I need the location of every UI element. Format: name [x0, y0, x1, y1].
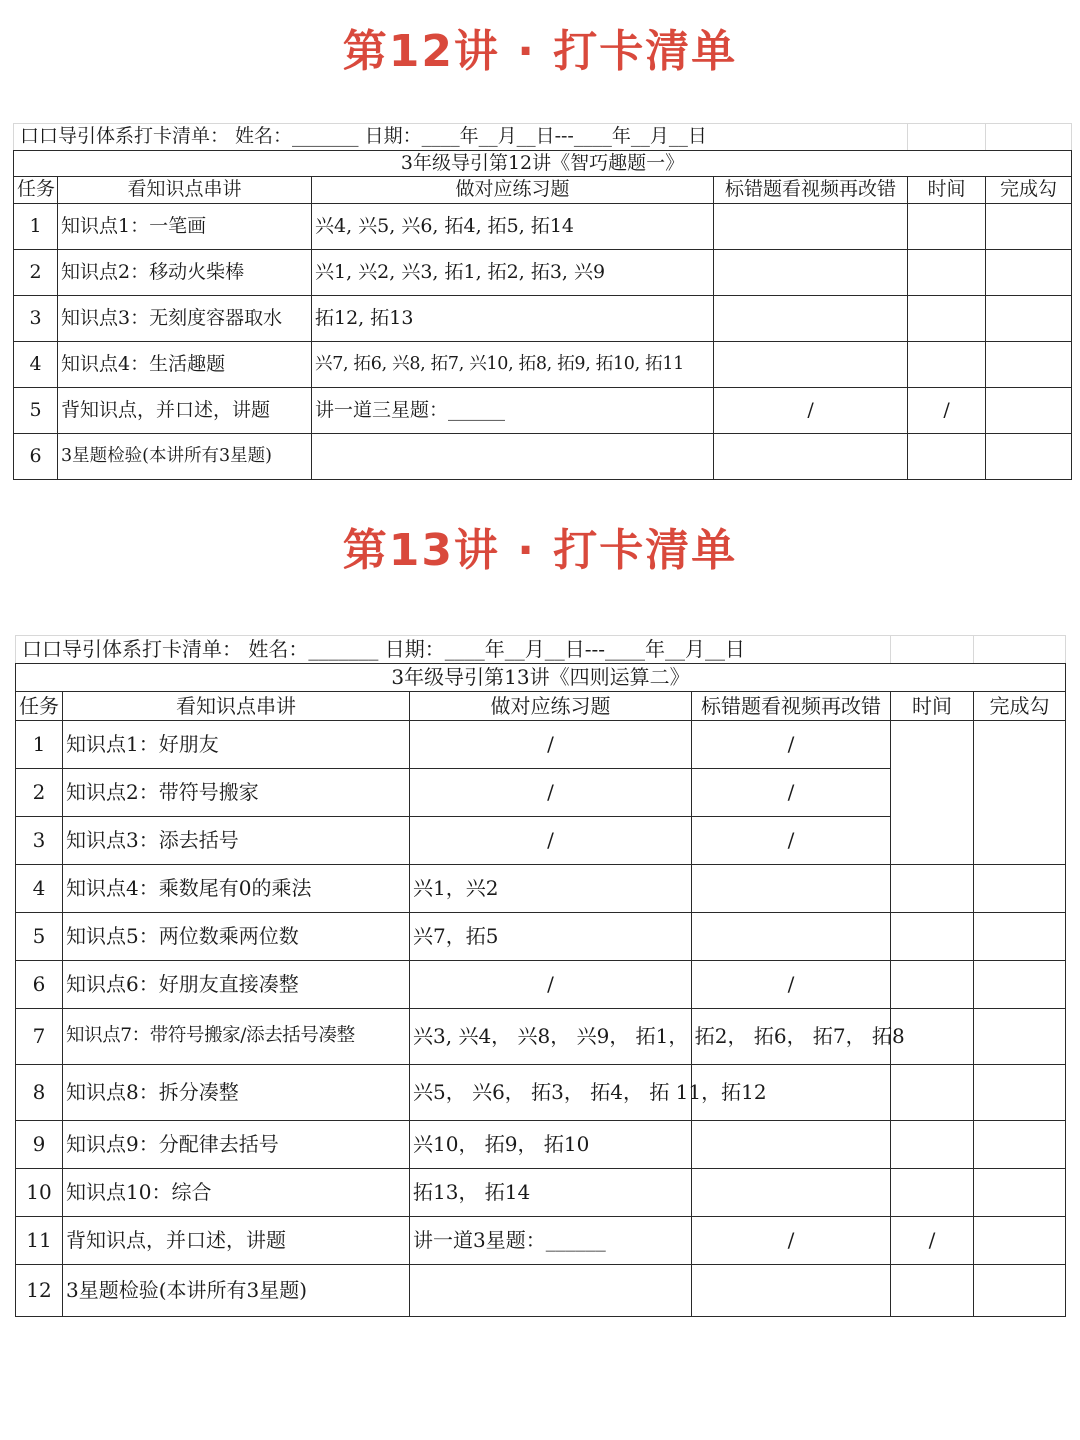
row-exercises — [312, 433, 714, 479]
lesson-subtitle: 3年级导引第13讲《四则运算二》 — [16, 664, 1066, 692]
row-review-cell[interactable]: / — [692, 1217, 891, 1265]
header-spacer — [908, 124, 986, 151]
row-number: 12 — [16, 1265, 63, 1317]
row-time-cell[interactable] — [891, 913, 974, 961]
table-row — [14, 249, 1072, 295]
row-exercises: / — [410, 961, 692, 1009]
row-review-cell[interactable]: / — [714, 387, 908, 433]
header-spacer — [986, 124, 1072, 151]
row-done-checkbox[interactable] — [974, 1265, 1066, 1317]
row-topic: 3星题检验(本讲所有3星题) — [58, 433, 312, 479]
row-number: 11 — [16, 1217, 63, 1265]
table-row — [16, 961, 1066, 1009]
row-exercises — [410, 1265, 692, 1317]
row-exercises: 兴1, 兴2, 兴3, 拓1, 拓2, 拓3, 兴9 — [312, 249, 714, 295]
table-row — [14, 387, 1072, 433]
row-review-cell[interactable]: / — [692, 769, 891, 817]
column-header-review: 标错题看视频再改错 — [714, 177, 908, 204]
row-exercises: 兴1，兴2 — [410, 865, 692, 913]
merged-time-cell[interactable] — [891, 721, 974, 865]
row-topic: 背知识点，并口述，讲题 — [58, 387, 312, 433]
row-number: 4 — [14, 341, 58, 387]
row-review-cell[interactable] — [714, 249, 908, 295]
row-number: 4 — [16, 865, 63, 913]
row-topic: 知识点4：生活趣题 — [58, 341, 312, 387]
checklist-table-12 — [13, 123, 1072, 480]
row-exercises: 兴5， 兴6， 拓3， 拓4， 拓 11，拓12 — [410, 1065, 692, 1121]
table-row — [16, 865, 1066, 913]
row-review-cell[interactable] — [714, 203, 908, 249]
row-topic: 知识点1：好朋友 — [63, 721, 410, 769]
row-time-cell[interactable] — [908, 203, 986, 249]
table-row — [16, 913, 1066, 961]
row-topic: 3星题检验(本讲所有3星题) — [63, 1265, 410, 1317]
checklist-header-info: 口口导引体系打卡清单： 姓名：_______ 日期：____年__月__日---____年__月__日 — [16, 636, 891, 664]
row-done-checkbox[interactable] — [986, 387, 1072, 433]
table-row — [16, 1065, 1066, 1121]
sheet-13-title: 第13讲 · 打卡清单 — [342, 525, 738, 576]
row-exercises: / — [410, 769, 692, 817]
row-review-cell[interactable] — [692, 865, 891, 913]
column-header-task: 任务 — [16, 692, 63, 721]
row-review-cell[interactable] — [714, 295, 908, 341]
row-topic: 背知识点，并口述，讲题 — [63, 1217, 410, 1265]
row-time-cell[interactable] — [908, 433, 986, 479]
row-number: 6 — [14, 433, 58, 479]
row-topic: 知识点9：分配律去括号 — [63, 1121, 410, 1169]
column-header-review: 标错题看视频再改错 — [692, 692, 891, 721]
row-exercises: 兴7，拓5 — [410, 913, 692, 961]
row-exercises: / — [410, 817, 692, 865]
row-done-checkbox[interactable] — [974, 961, 1066, 1009]
lesson-subtitle: 3年级导引第12讲《智巧趣题一》 — [14, 150, 1072, 177]
row-number: 3 — [14, 295, 58, 341]
row-topic: 知识点3：添去括号 — [63, 817, 410, 865]
row-time-cell[interactable] — [891, 961, 974, 1009]
row-review-cell[interactable]: / — [692, 817, 891, 865]
sheet-12-title: 第12讲 · 打卡清单 — [342, 26, 738, 77]
table-row — [16, 721, 1066, 769]
table-row — [14, 203, 1072, 249]
row-exercises: 拓13， 拓14 — [410, 1169, 692, 1217]
column-header-knowledge: 看知识点串讲 — [58, 177, 312, 204]
row-topic: 知识点2：带符号搬家 — [63, 769, 410, 817]
column-header-exercises: 做对应练习题 — [410, 692, 692, 721]
table-row — [14, 295, 1072, 341]
row-done-checkbox[interactable] — [986, 433, 1072, 479]
row-number: 1 — [14, 203, 58, 249]
merged-done-checkbox[interactable] — [974, 721, 1066, 865]
table-row — [16, 1169, 1066, 1217]
row-time-cell[interactable] — [908, 295, 986, 341]
header-spacer — [891, 636, 974, 664]
row-number: 10 — [16, 1169, 63, 1217]
row-number: 3 — [16, 817, 63, 865]
row-number: 2 — [16, 769, 63, 817]
column-header-exercises: 做对应练习题 — [312, 177, 714, 204]
row-number: 5 — [16, 913, 63, 961]
row-review-cell[interactable] — [714, 433, 908, 479]
row-done-checkbox[interactable] — [974, 1009, 1066, 1065]
table-row — [16, 1121, 1066, 1169]
row-number: 5 — [14, 387, 58, 433]
row-done-checkbox[interactable] — [986, 203, 1072, 249]
row-topic: 知识点8：拆分凑整 — [63, 1065, 410, 1121]
row-time-cell[interactable] — [891, 1065, 974, 1121]
row-topic: 知识点10：综合 — [63, 1169, 410, 1217]
column-header-time: 时间 — [908, 177, 986, 204]
row-topic: 知识点1：一笔画 — [58, 203, 312, 249]
row-review-cell[interactable]: / — [692, 721, 891, 769]
row-done-checkbox[interactable] — [986, 249, 1072, 295]
table-row — [16, 1217, 1066, 1265]
row-review-cell[interactable] — [692, 913, 891, 961]
row-done-checkbox[interactable] — [986, 295, 1072, 341]
row-exercises: 拓12, 拓13 — [312, 295, 714, 341]
column-header-done: 完成勾 — [986, 177, 1072, 204]
row-exercises: 兴7, 拓6, 兴8, 拓7, 兴10, 拓8, 拓9, 拓10, 拓11 — [312, 341, 714, 387]
table-row — [14, 341, 1072, 387]
checklist-table-13 — [15, 635, 1066, 1317]
row-done-checkbox[interactable] — [974, 1169, 1066, 1217]
row-time-cell[interactable] — [891, 865, 974, 913]
table-row — [14, 433, 1072, 479]
header-spacer — [974, 636, 1066, 664]
table-row — [16, 1009, 1066, 1065]
row-number: 1 — [16, 721, 63, 769]
checklist-header-info: 口口导引体系打卡清单： 姓名：_______ 日期：____年__月__日---____年__月__日 — [14, 124, 908, 151]
row-time-cell[interactable] — [891, 1121, 974, 1169]
row-done-checkbox[interactable] — [974, 1217, 1066, 1265]
row-done-checkbox[interactable] — [974, 865, 1066, 913]
row-time-cell[interactable]: / — [891, 1217, 974, 1265]
row-exercises: / — [410, 721, 692, 769]
row-topic: 知识点3：无刻度容器取水 — [58, 295, 312, 341]
row-exercises: 讲一道3星题：______ — [410, 1217, 692, 1265]
row-number: 9 — [16, 1121, 63, 1169]
row-review-cell[interactable] — [692, 1169, 891, 1217]
row-topic: 知识点4：乘数尾有0的乘法 — [63, 865, 410, 913]
row-time-cell[interactable] — [891, 1265, 974, 1317]
row-topic: 知识点2：移动火柴棒 — [58, 249, 312, 295]
column-header-time: 时间 — [891, 692, 974, 721]
table-row — [16, 1265, 1066, 1317]
row-review-cell[interactable] — [692, 1265, 891, 1317]
row-time-cell[interactable] — [908, 249, 986, 295]
row-time-cell[interactable]: / — [908, 387, 986, 433]
row-done-checkbox[interactable] — [974, 1121, 1066, 1169]
row-number: 7 — [16, 1009, 63, 1065]
row-number: 8 — [16, 1065, 63, 1121]
row-exercises: 讲一道三星题：______ — [312, 387, 714, 433]
column-header-done: 完成勾 — [974, 692, 1066, 721]
row-done-checkbox[interactable] — [986, 341, 1072, 387]
row-topic: 知识点7：带符号搬家/添去括号凑整 — [63, 1009, 410, 1065]
row-exercises: 兴10， 拓9， 拓10 — [410, 1121, 692, 1169]
row-topic: 知识点5：两位数乘两位数 — [63, 913, 410, 961]
row-done-checkbox[interactable] — [974, 1065, 1066, 1121]
row-time-cell[interactable] — [891, 1169, 974, 1217]
column-header-task: 任务 — [14, 177, 58, 204]
row-exercises: 兴4, 兴5, 兴6, 拓4, 拓5, 拓14 — [312, 203, 714, 249]
row-review-cell[interactable] — [714, 341, 908, 387]
row-done-checkbox[interactable] — [974, 913, 1066, 961]
row-review-cell[interactable] — [692, 1121, 891, 1169]
row-review-cell[interactable]: / — [692, 961, 891, 1009]
row-number: 2 — [14, 249, 58, 295]
row-time-cell[interactable] — [908, 341, 986, 387]
row-exercises: 兴3, 兴4， 兴8， 兴9， 拓1， 拓2， 拓6， 拓7， 拓8 — [410, 1009, 692, 1065]
column-header-knowledge: 看知识点串讲 — [63, 692, 410, 721]
row-number: 6 — [16, 961, 63, 1009]
row-topic: 知识点6：好朋友直接凑整 — [63, 961, 410, 1009]
